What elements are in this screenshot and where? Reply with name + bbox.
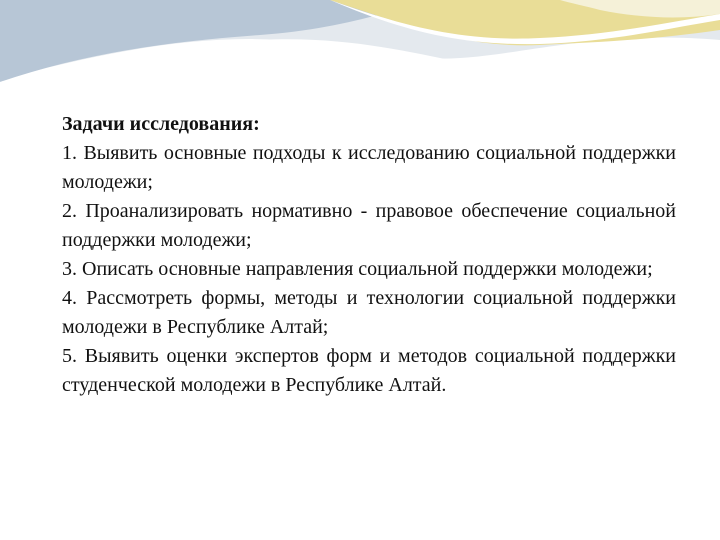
research-tasks-block — [62, 110, 676, 400]
task-item-3: 3. Описать основные направления социальной поддержки молодежи; — [62, 258, 653, 280]
decorative-wave-header — [0, 0, 720, 110]
task-item-4: 4. Рассмотреть формы, методы и технологии социальной поддержки молодежи в Республике Алтай; — [62, 287, 676, 338]
task-item-1: 1. Выявить основные подходы к исследованию социальной поддержки молодежи; — [62, 142, 676, 193]
task-item-2: 2. Проанализировать нормативно - правовое обеспечение социальной поддержки молодежи; — [62, 200, 676, 251]
task-item-5: 5. Выявить оценки экспертов форм и методов социальной поддержки студенческой молодежи в Республике Алтай. — [62, 345, 676, 396]
tasks-heading: Задачи исследования: — [62, 113, 260, 135]
